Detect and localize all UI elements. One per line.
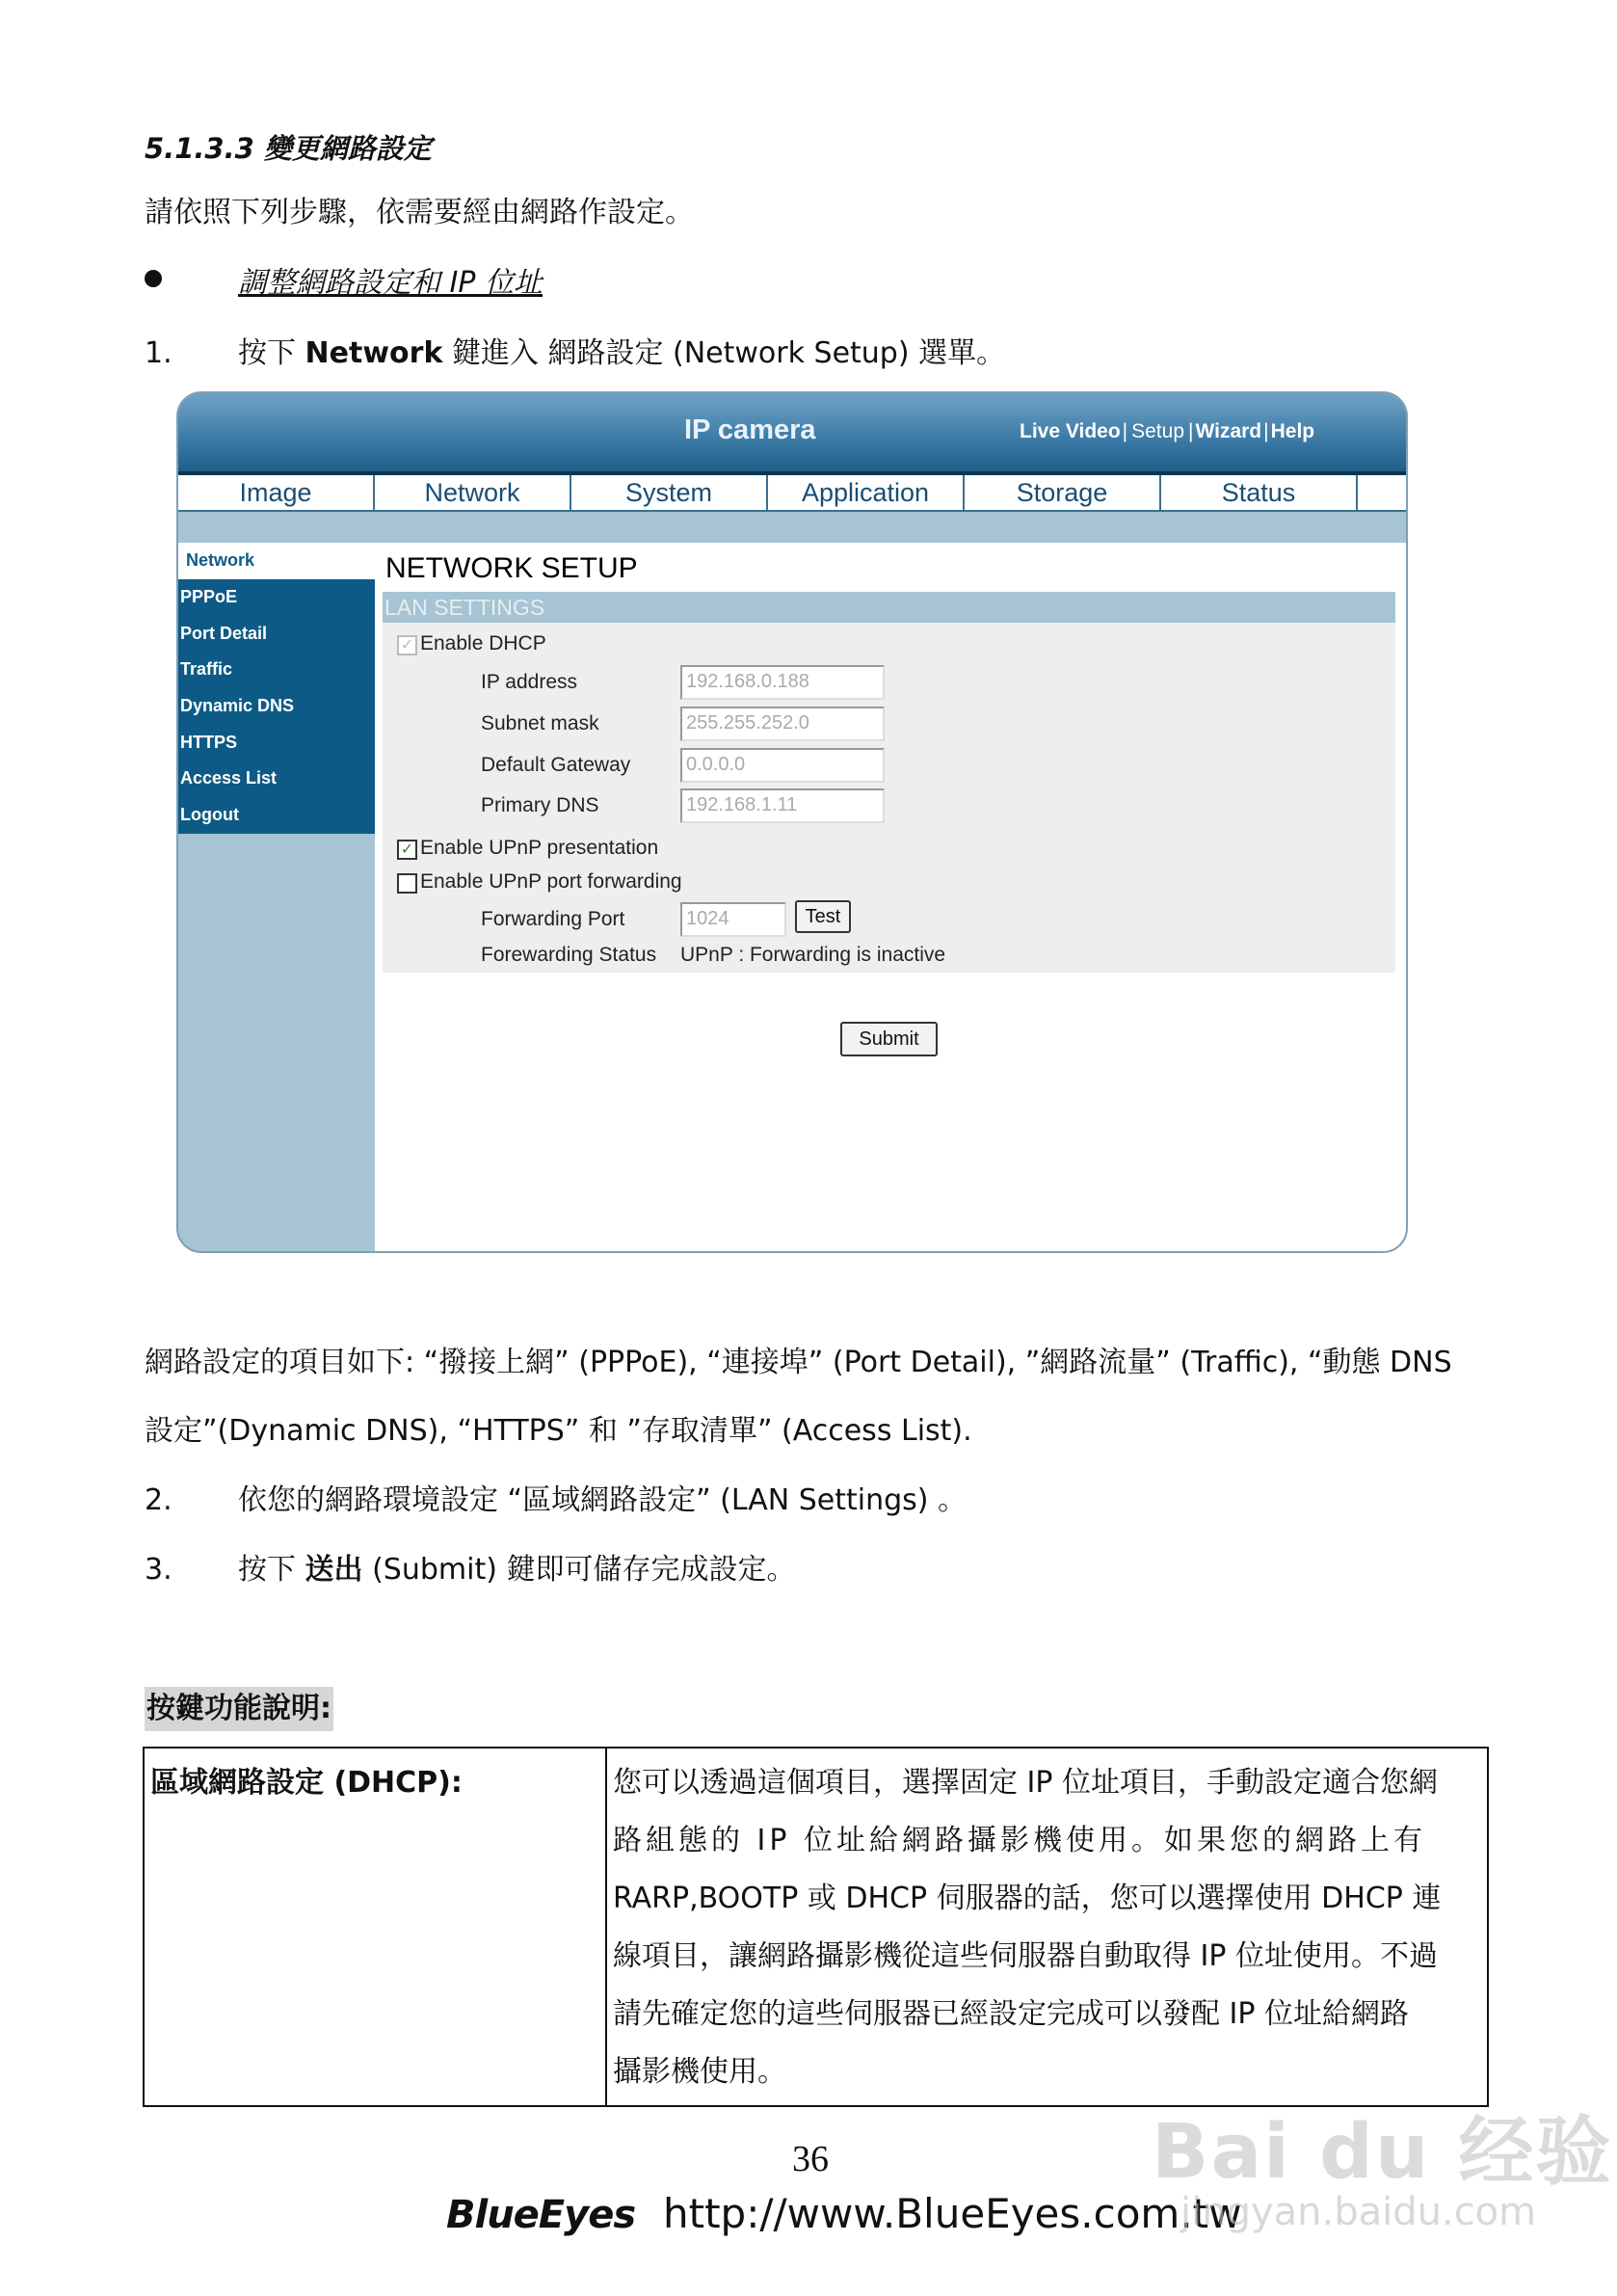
tab-application[interactable]: Application bbox=[768, 475, 965, 510]
primary-dns-label: Primary DNS bbox=[481, 794, 599, 816]
upnp-presentation-label: Enable UPnP presentation bbox=[420, 837, 659, 859]
sidebar bbox=[178, 543, 375, 834]
enable-dhcp-checkbox[interactable]: ✓ bbox=[397, 635, 417, 655]
camera-title: IP camera bbox=[684, 414, 816, 445]
baidu-watermark-logo: Bai du 经验 bbox=[1152, 2109, 1613, 2196]
page-title: NETWORK SETUP bbox=[385, 552, 638, 584]
step-3-pre: 按下 bbox=[238, 1553, 305, 1587]
sidebar-item-https[interactable]: HTTPS bbox=[178, 725, 375, 761]
header-links: Live Video| Setup |Wizard|Help bbox=[1020, 420, 1315, 442]
lan-settings-panel bbox=[383, 623, 1395, 973]
main-content bbox=[375, 543, 1406, 1251]
tab-status[interactable]: Status bbox=[1161, 475, 1358, 510]
subnet-mask-input[interactable]: 255.255.252.0 bbox=[680, 707, 885, 741]
primary-dns-input[interactable]: 192.168.1.11 bbox=[680, 788, 885, 823]
default-gateway-input[interactable]: 0.0.0.0 bbox=[680, 748, 885, 783]
step-1-text bbox=[238, 336, 1005, 371]
link-setup[interactable]: Setup bbox=[1131, 420, 1185, 442]
tab-image[interactable]: Image bbox=[178, 475, 375, 510]
sidebar-item-access-list[interactable]: Access List bbox=[178, 761, 375, 797]
step-3-post: (Submit) 鍵即可儲存完成設定。 bbox=[362, 1553, 796, 1587]
main-tabs bbox=[178, 475, 1406, 512]
desc-line: 攝影機使用。 bbox=[613, 2055, 786, 2089]
enable-dhcp-label: Enable DHCP bbox=[420, 632, 546, 654]
table-term: 區域網路設定 (DHCP): bbox=[144, 1748, 606, 2106]
step-2-text: 依您的網路環境設定 “區域網路設定” (LAN Settings) 。 bbox=[238, 1483, 968, 1517]
paragraph-line-2: 設定”(Dynamic DNS), “HTTPS” 和 ”存取清單” (Access List). bbox=[145, 1414, 972, 1448]
table-row bbox=[144, 1748, 1488, 2106]
step-3-text bbox=[238, 1553, 795, 1588]
table-description bbox=[606, 1748, 1488, 2106]
desc-line: 您可以透過這個項目，選擇固定 IP 位址項目，手動設定適合您網 bbox=[613, 1766, 1439, 1800]
step-3-number: 3. bbox=[145, 1553, 172, 1587]
footer-brand-logo: BlueEyes bbox=[446, 2193, 636, 2237]
test-button[interactable]: Test bbox=[795, 900, 851, 933]
baidu-watermark-site: jingyan.baidu.com bbox=[1180, 2190, 1537, 2234]
camera-header bbox=[178, 393, 1406, 475]
link-live-video[interactable]: Live Video bbox=[1020, 420, 1121, 442]
step-3-bold: 送出 bbox=[305, 1553, 363, 1587]
section-heading: 5.1.3.3 變更網路設定 bbox=[145, 132, 432, 165]
description-table bbox=[143, 1747, 1489, 2107]
footer-url: http://www.BlueEyes.com.tw bbox=[663, 2190, 1242, 2237]
bullet-heading: 調整網路設定和 IP 位址 bbox=[238, 266, 543, 300]
step-1-post: 鍵進入 網路設定 (Network Setup) 選單。 bbox=[442, 336, 1006, 370]
submit-button[interactable]: Submit bbox=[840, 1022, 938, 1056]
link-help[interactable]: Help bbox=[1270, 420, 1315, 442]
subnet-mask-label: Subnet mask bbox=[481, 712, 599, 734]
page-number: 36 bbox=[792, 2139, 829, 2179]
tab-network[interactable]: Network bbox=[375, 475, 571, 510]
step-1-number: 1. bbox=[145, 336, 172, 370]
sidebar-item-port-detail[interactable]: Port Detail bbox=[178, 616, 375, 653]
forwarding-port-label: Forwarding Port bbox=[481, 908, 625, 930]
camera-ui-screenshot bbox=[176, 391, 1408, 1253]
key-function-heading: 按鍵功能說明: bbox=[145, 1687, 333, 1731]
intro-text: 請依照下列步驟，依需要經由網路作設定。 bbox=[145, 196, 694, 229]
step-1-pre: 按下 bbox=[238, 336, 305, 370]
forwarding-status-label: Forewarding Status bbox=[481, 944, 657, 966]
sidebar-item-network[interactable]: Network bbox=[178, 543, 375, 579]
lan-settings-title: LAN SETTINGS bbox=[384, 595, 545, 620]
ip-address-label: IP address bbox=[481, 671, 578, 693]
sidebar-item-pppoe[interactable]: PPPoE bbox=[178, 579, 375, 616]
paragraph-line-1: 網路設定的項目如下: “撥接上網” (PPPoE), “連接埠” (Port Detail), ”網路流量” (Traffic), “動態 DNS bbox=[145, 1346, 1452, 1379]
desc-line: 請先確定您的這些伺服器已經設定完成可以發配 IP 位址給網路 bbox=[613, 1997, 1410, 2031]
ip-address-input[interactable]: 192.168.0.188 bbox=[680, 665, 885, 700]
desc-line: 路組態的 IP 位址給網路攝影機使用。如果您的網路上有 bbox=[613, 1824, 1427, 1857]
step-2-number: 2. bbox=[145, 1483, 172, 1517]
upnp-presentation-checkbox[interactable]: ✓ bbox=[397, 840, 417, 860]
upnp-forwarding-checkbox[interactable] bbox=[397, 873, 417, 894]
sidebar-item-dynamic-dns[interactable]: Dynamic DNS bbox=[178, 688, 375, 725]
step-1-bold: Network bbox=[305, 336, 443, 370]
tab-storage[interactable]: Storage bbox=[965, 475, 1161, 510]
forwarding-status-value: UPnP : Forwarding is inactive bbox=[680, 944, 946, 966]
upnp-forwarding-label: Enable UPnP port forwarding bbox=[420, 870, 682, 893]
default-gateway-label: Default Gateway bbox=[481, 754, 631, 776]
tab-system[interactable]: System bbox=[571, 475, 768, 510]
bullet-dot-icon bbox=[145, 270, 162, 287]
forwarding-port-input[interactable]: 1024 bbox=[680, 902, 786, 937]
desc-line: RARP,BOOTP 或 DHCP 伺服器的話，您可以選擇使用 DHCP 連 bbox=[613, 1882, 1442, 1915]
lan-settings-bar bbox=[383, 592, 1395, 623]
link-wizard[interactable]: Wizard bbox=[1195, 420, 1262, 442]
sidebar-item-traffic[interactable]: Traffic bbox=[178, 652, 375, 688]
sidebar-item-logout[interactable]: Logout bbox=[178, 797, 375, 834]
desc-line: 線項目，讓網路攝影機從這些伺服器自動取得 IP 位址使用。不過 bbox=[613, 1939, 1439, 1973]
